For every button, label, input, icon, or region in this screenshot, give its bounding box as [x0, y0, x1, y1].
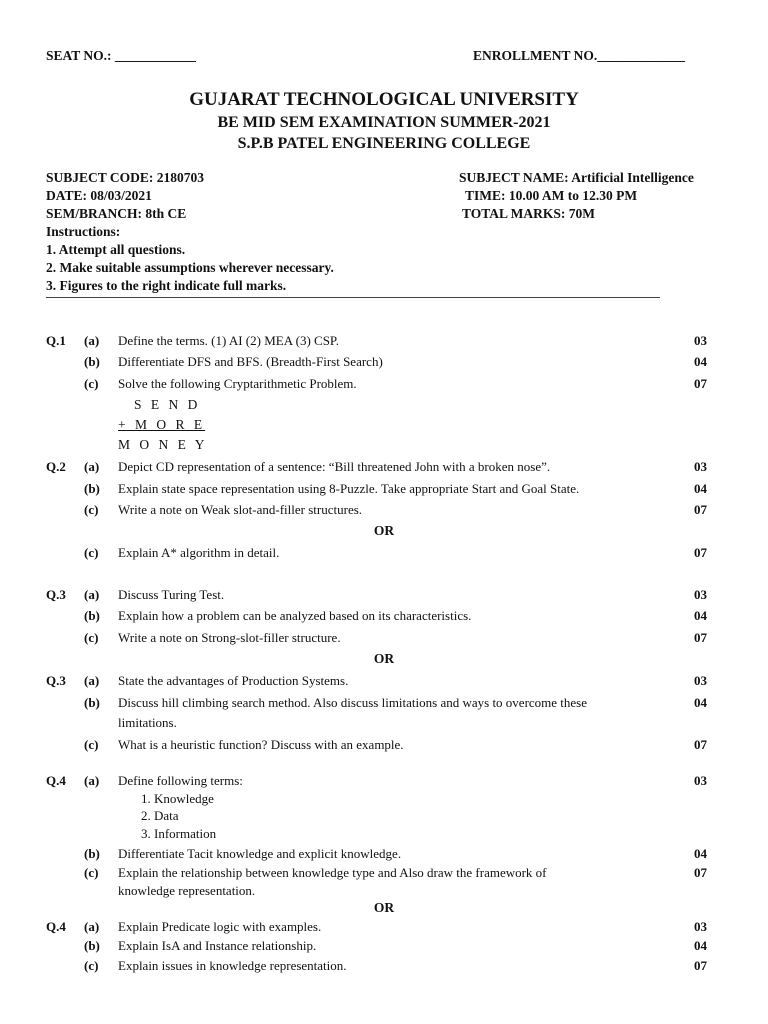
question-row	[0, 333, 768, 351]
question-number: Q.2	[46, 459, 66, 474]
instruction-item: 3. Figures to the right indicate full marks.	[46, 278, 287, 293]
question-text: Explain issues in knowledge representation.	[118, 958, 347, 973]
question-text: Write a note on Weak slot-and-filler structures.	[118, 502, 363, 517]
question-marks: 04	[694, 354, 707, 369]
question-part: (c)	[84, 958, 99, 973]
question-marks: 07	[694, 737, 707, 752]
question-marks: 07	[694, 865, 707, 880]
question-row	[0, 545, 768, 563]
question-part: (c)	[84, 630, 99, 645]
question-marks: 03	[694, 673, 707, 688]
question-text: Explain the relationship between knowledge type and Also draw the framework of	[118, 865, 547, 880]
question-row	[0, 846, 768, 864]
or-separator: OR	[373, 523, 395, 538]
question-number: Q.1	[46, 333, 66, 348]
question-marks: 07	[694, 630, 707, 645]
university-title: GUJARAT TECHNOLOGICAL UNIVERSITY	[189, 89, 579, 110]
instruction-item: 2. Make suitable assumptions wherever necessary.	[46, 260, 334, 275]
question-marks: 04	[694, 481, 707, 496]
question-part: (c)	[84, 545, 99, 560]
question-row	[0, 737, 768, 755]
question-text: Define following terms:	[118, 773, 243, 788]
exam-date: DATE: 08/03/2021	[46, 188, 152, 203]
question-row	[0, 354, 768, 372]
question-part: (b)	[84, 481, 100, 496]
sem-branch: SEM/BRANCH: 8th CE	[46, 206, 187, 221]
exam-time: TIME: 10.00 AM to 12.30 PM	[465, 188, 638, 203]
subject-name: SUBJECT NAME: Artificial Intelligence	[459, 170, 694, 185]
header-divider	[46, 297, 660, 298]
question-text: knowledge representation.	[118, 883, 256, 898]
question-number: Q.3	[46, 673, 66, 688]
question-part: (c)	[84, 502, 99, 517]
question-part: (b)	[84, 846, 100, 861]
question-text: What is a heuristic function? Discuss with an example.	[118, 737, 404, 752]
question-row	[0, 587, 768, 605]
question-text: Depict CD representation of a sentence: “Bill threatened John with a broken nose”.	[118, 459, 551, 474]
question-marks: 04	[694, 695, 707, 710]
question-marks: 03	[694, 773, 707, 788]
instruction-item: 1. Attempt all questions.	[46, 242, 186, 257]
question-text: Explain IsA and Instance relationship.	[118, 938, 317, 953]
question-marks: 07	[694, 376, 707, 391]
question-number: Q.3	[46, 587, 66, 602]
question-text: Discuss Turing Test.	[118, 587, 225, 602]
question-marks: 04	[694, 938, 707, 953]
question-part: (c)	[84, 376, 99, 391]
question-marks: 03	[694, 459, 707, 474]
question-marks: 03	[694, 333, 707, 348]
enrollment-number-label: ENROLLMENT NO._____________	[473, 48, 686, 63]
question-text: State the advantages of Production Systems.	[118, 673, 349, 688]
or-separator: OR	[373, 900, 395, 915]
question-row	[0, 459, 768, 477]
question-text: limitations.	[118, 715, 177, 730]
seat-number-label: SEAT NO.: ____________	[46, 48, 196, 63]
instructions-heading: Instructions:	[46, 224, 121, 239]
total-marks: TOTAL MARKS: 70M	[462, 206, 596, 221]
question-row	[0, 608, 768, 626]
question-row	[0, 958, 768, 976]
question-part: (a)	[84, 459, 100, 474]
question-part: (a)	[84, 773, 100, 788]
question-text: Explain A* algorithm in detail.	[118, 545, 280, 560]
question-row	[0, 938, 768, 956]
or-separator: OR	[373, 651, 395, 666]
exam-title: BE MID SEM EXAMINATION SUMMER-2021	[217, 114, 551, 131]
question-part: (b)	[84, 354, 100, 369]
question-marks: 03	[694, 587, 707, 602]
question-part: (b)	[84, 938, 100, 953]
question-text: Explain state space representation using 8-Puzzle. Take appropriate Start and Goal State.	[118, 481, 580, 496]
term-list-item: 2. Data	[141, 808, 179, 823]
question-part: (a)	[84, 587, 100, 602]
question-row	[0, 673, 768, 691]
question-number: Q.4	[46, 773, 66, 788]
question-text: Differentiate Tacit knowledge and explicit knowledge.	[118, 846, 402, 861]
question-text: Differentiate DFS and BFS. (Breadth-First Search)	[118, 354, 383, 369]
question-text: Define the terms. (1) AI (2) MEA (3) CSP.	[118, 333, 339, 348]
term-list-item: 3. Information	[141, 826, 217, 841]
question-part: (c)	[84, 865, 99, 880]
question-part: (b)	[84, 608, 100, 623]
cryptarithm-line-2: + M O R E	[118, 417, 206, 432]
question-marks: 07	[694, 958, 707, 973]
question-text: Discuss hill climbing search method. Also discuss limitations and ways to overcome these	[118, 695, 588, 710]
question-row	[0, 481, 768, 499]
question-row	[0, 883, 768, 901]
term-list-item: 1. Knowledge	[141, 791, 214, 806]
cryptarithm-line-1: S E N D	[134, 397, 201, 412]
question-number: Q.4	[46, 919, 66, 934]
question-row	[0, 865, 768, 883]
question-row	[0, 376, 768, 394]
question-row	[0, 773, 768, 791]
cryptarithm-line-3: M O N E Y	[118, 437, 208, 452]
question-row	[0, 630, 768, 648]
question-part: (a)	[84, 333, 100, 348]
question-text: Solve the following Cryptarithmetic Problem.	[118, 376, 357, 391]
question-text: Explain how a problem can be analyzed based on its characteristics.	[118, 608, 472, 623]
question-part: (a)	[84, 673, 100, 688]
question-marks: 04	[694, 608, 707, 623]
question-part: (c)	[84, 737, 99, 752]
question-row	[0, 502, 768, 520]
question-marks: 04	[694, 846, 707, 861]
question-text: Explain Predicate logic with examples.	[118, 919, 322, 934]
question-part: (b)	[84, 695, 100, 710]
college-title: S.P.B PATEL ENGINEERING COLLEGE	[237, 135, 531, 152]
question-marks: 07	[694, 545, 707, 560]
question-text: Write a note on Strong-slot-filler structure.	[118, 630, 341, 645]
question-marks: 03	[694, 919, 707, 934]
subject-code: SUBJECT CODE: 2180703	[46, 170, 205, 185]
question-row	[0, 919, 768, 937]
question-marks: 07	[694, 502, 707, 517]
question-row	[0, 695, 768, 713]
question-part: (a)	[84, 919, 100, 934]
question-row	[0, 715, 768, 733]
